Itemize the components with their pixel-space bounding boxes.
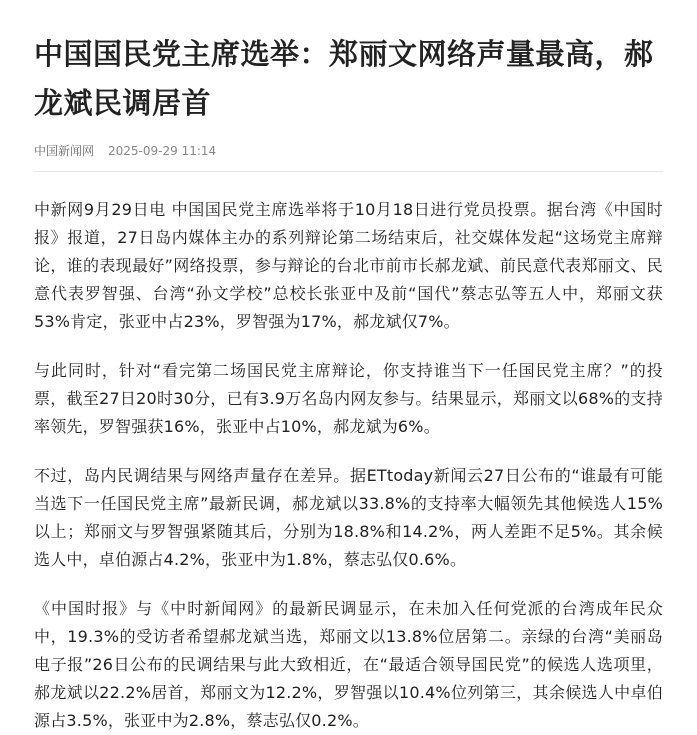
paragraph: 不过，岛内民调结果与网络声量存在差异。据ETtoday新闻云27日公布的“谁最有可能当选下一任国民党主席”最新民调，郝龙斌以33.8%的支持率大幅领先其他候选人15%以上；郑丽文与罗智强紧随其后，分别为18.8%和14.2%，两人差距不足5%。其余候选人中，卓伯源占4.2%，张亚中为1.8%，蔡志弘仅0.6%。	[34, 466, 663, 569]
article-datetime: 2025-09-29 11:14	[108, 144, 217, 158]
article-meta	[34, 142, 663, 160]
article-source[interactable]: 中国新闻网	[34, 144, 95, 158]
article-body	[34, 196, 663, 735]
divider	[34, 171, 663, 172]
paragraph: 《中国时报》与《中时新闻网》的最新民调显示，在未加入任何党派的台湾成年民众中，19.3%的受访者希望郝龙斌当选，郑丽文以13.8%位居第二。亲绿的台湾“美丽岛电子报”26日公布的民调结果与此大致相近，在“最适合领导国民党”的候选人选项里，郝龙斌以22.2%居首，郑丽文为12.2%，罗智强以10.4%位列第三，其余候选人中卓伯源占3.5%，张亚中为2.8%，蔡志弘仅0.2%。	[34, 599, 663, 730]
article-title: 中国国民党主席选举：郑丽文网络声量最高，郝龙斌民调居首	[34, 37, 654, 120]
paragraph: 与此同时，针对“看完第二场国民党主席辩论，你支持谁当下一任国民党主席？”的投票，截至27日20时30分，已有3.9万名岛内网友参与。结果显示，郑丽文以68%的支持率领先，罗智强获16%，张亚中占10%，郝龙斌为6%。	[34, 361, 663, 436]
paragraph: 中新网9月29日电 中国国民党主席选举将于10月18日进行党员投票。据台湾《中国时报》报道，27日岛内媒体主办的系列辩论第二场结束后，社交媒体发起“这场党主席辩论，谁的表现最好”网络投票，参与辩论的台北市前市长郝龙斌、前民意代表郑丽文、民意代表罗智强、台湾“孙文学校”总校长张亚中及前“国代”蔡志弘等五人中，郑丽文获53%肯定，张亚中占23%，罗智强为17%，郝龙斌仅7%。	[34, 200, 663, 331]
